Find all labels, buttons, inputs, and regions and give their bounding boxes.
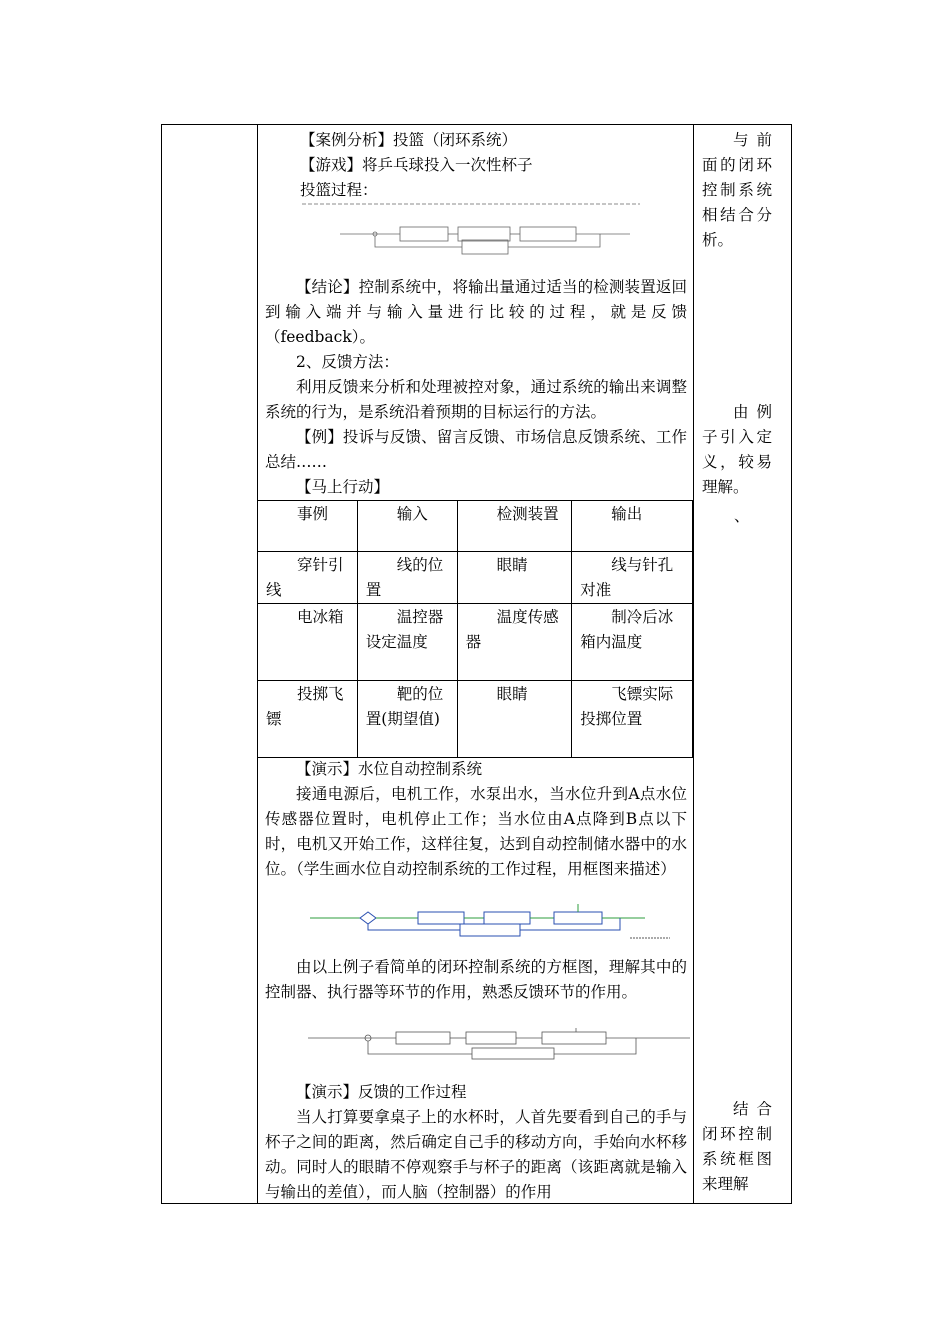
table-row [258, 604, 693, 681]
demo2-title: 【演示】反馈的工作过程 [296, 1083, 467, 1101]
method-text: 利用反馈来分析和处理被控对象，通过系统的输出来调整系统的行为，是系统沿着预期的目标运行的方法。 [265, 378, 687, 421]
note-4 [702, 1097, 772, 1197]
table-cell: 电冰箱 [258, 604, 358, 681]
demo1-block [265, 757, 687, 882]
table-header-row [258, 501, 693, 552]
table-row [258, 552, 693, 604]
action-table [257, 500, 693, 758]
table-cell: 眼睛 [457, 681, 572, 758]
summary-paragraph [265, 955, 687, 1005]
action-title: 【马上行动】 [296, 478, 390, 496]
table-cell: 投掷飞镖 [258, 681, 358, 758]
demo2-block [265, 1080, 687, 1205]
table-cell: 线与针孔对准 [572, 552, 693, 604]
demo1-text: 接通电源后，电机工作，水泵出水，当水位升到A点水位传感器位置时，电机停止工作；当水位由A点降到B点以下时，电机又开始工作，这样往复，达到自动控制储水器中的水位。（学生画水位自动控制系统的工作过程，用框图来描述） [265, 785, 687, 878]
table-cell: 穿针引线 [258, 552, 358, 604]
note-2 [702, 400, 772, 500]
table-cell: 温控器设定温度 [357, 604, 457, 681]
note-4-text: 结合闭环控制系统框图来理解 [702, 1100, 772, 1193]
note-3: 、 [734, 507, 750, 525]
shooting-process-diagram [300, 200, 688, 258]
table-cell: 线的位置 [357, 552, 457, 604]
note-1 [702, 128, 772, 253]
column-divider-right [693, 125, 694, 1203]
summary-text: 由以上例子看简单的闭环控制系统的方框图，理解其中的控制器、执行器等环节的作用，熟悉反馈环节的作用。 [265, 958, 687, 1001]
demo1-title: 【演示】水位自动控制系统 [296, 760, 483, 778]
conclusion-paragraph [265, 275, 687, 500]
table-header-cell: 事例 [258, 501, 358, 552]
table-cell: 靶的位置(期望值) [357, 681, 457, 758]
table-cell: 眼睛 [457, 552, 572, 604]
demo2-text: 当人打算要拿桌子上的水杯时，人首先要看到自己的手与杯子之间的距离，然后确定自己手的移动方向，手始向水杯移动。同时人的眼睛不停观察手与杯子的距离（该距离就是输入与输出的差值），而人脑（控制器）的作用 [265, 1108, 687, 1201]
example-text: 【例】投诉与反馈、留言反馈、市场信息反馈系统、工作总结…… [265, 428, 687, 471]
note-2-text: 由例子引入定义，较易理解。 [702, 403, 772, 496]
table-header-cell: 输出 [572, 501, 693, 552]
water-control-diagram [300, 904, 690, 944]
closed-loop-diagram [306, 1028, 692, 1060]
note-1-text: 与前面的闭环控制系统相结合分析。 [702, 131, 772, 249]
table-cell: 温度传感器 [457, 604, 572, 681]
table-row [258, 681, 693, 758]
table-header-cell: 检测装置 [457, 501, 572, 552]
method-title: 2、反馈方法： [296, 353, 399, 371]
table-cell: 飞镖实际投掷位置 [572, 681, 693, 758]
table-cell: 制冷后冰箱内温度 [572, 604, 693, 681]
case-analysis: 【案例分析】投篮（闭环系统） [300, 131, 518, 149]
game-line: 【游戏】将乒乓球投入一次性杯子 [300, 156, 533, 174]
process-label: 投篮过程： [300, 181, 378, 199]
conclusion-text: 【结论】控制系统中，将输出量通过适当的检测装置返回到输入端并与输入量进行比较的过程，就是反馈（feedback）。 [265, 278, 687, 346]
table-header-cell: 输入 [357, 501, 457, 552]
